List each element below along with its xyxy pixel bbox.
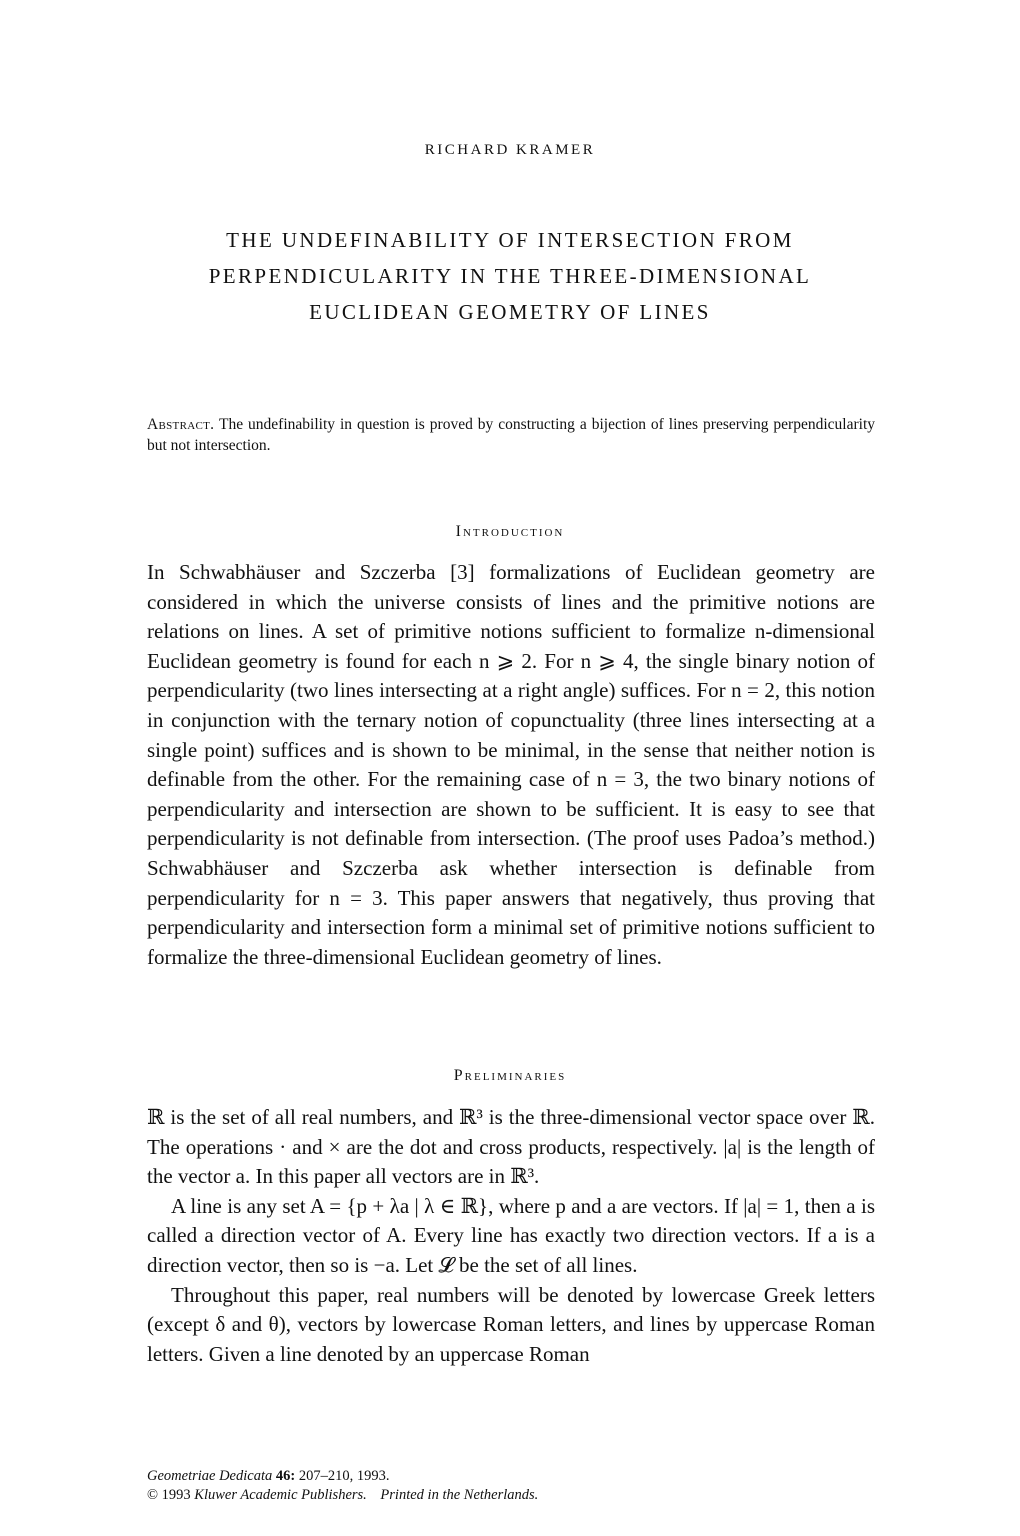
printed-note: Printed in the Netherlands. [380, 1487, 539, 1503]
journal-name: Geometriae Dedicata [147, 1468, 273, 1484]
title-line: PERPENDICULARITY IN THE THREE-DIMENSIONAL [208, 264, 812, 288]
copyright-line [147, 1486, 875, 1505]
abstract-text: The undefinability in question is proved by constructing a bijection of lines preserving perpendicularity but not intersection. [147, 416, 875, 454]
preliminaries-paragraph: A line is any set A = {p + λa | λ ∈ ℝ}, where p and a are vectors. If |a| = 1, then a is called a direction vector of A. Every line has exactly two direction vectors. If a is a direction vector, then so is −a. Let 𝓛 be the set of all lines. [147, 1193, 875, 1277]
title-line: THE UNDEFINABILITY OF INTERSECTION FROM [226, 228, 794, 252]
preliminaries-paragraph: ℝ is the set of all real numbers, and ℝ³ is the three-dimensional vector space over ℝ. The operations · and × are the dot and cross products, respectively. |a| is the length of the vector a. In this paper all vectors are in ℝ³. [147, 1105, 875, 1189]
preliminaries-paragraph: Throughout this paper, real numbers will be denoted by lowercase Greek letters (except δ and θ), vectors by lowercase Roman letters, and lines by uppercase Roman letters. Given a line denoted by an uppercase Roman [147, 1282, 875, 1366]
introduction-heading: Introduction [455, 523, 565, 540]
journal-volume: 46: [275, 1468, 296, 1484]
preliminaries-body [147, 1103, 875, 1369]
author-name: RICHARD KRAMER [424, 142, 596, 158]
introduction-body [147, 558, 875, 972]
journal-pages: 207–210, 1993. [298, 1468, 390, 1484]
title-line: EUCLIDEAN GEOMETRY OF LINES [309, 300, 711, 324]
abstract [147, 414, 875, 456]
introduction-paragraph: In Schwabhäuser and Szczerba [3] formalizations of Euclidean geometry are considered in which the universe consists of lines and the primitive notions are relations on lines. A set of primitive notions sufficient to formalize n-dimensional Euclidean geometry is found for each n ⩾ 2. For n ⩾ 4, the single binary notion of perpendicularity (two lines intersecting at a right angle) suffices. For n = 2, this notion in conjunction with the ternary notion of copunctuality (three lines intersecting at a single point) suffices and is shown to be minimal, in the sense that neither notion is definable from the other. For the remaining case of n = 3, the two binary notions of perpendicularity and intersection are shown to be sufficient. It is easy to see that perpendicularity is not definable from intersection. (The proof uses Padoa’s method.) Schwabhäuser and Szczerba ask whether intersection is definable from perpendicularity for n = 3. This paper answers that negatively, thus proving that perpendicularity and intersection form a minimal set of primitive notions sufficient to formalize the three-dimensional Euclidean geometry of lines. [147, 560, 875, 969]
citation-line [147, 1467, 875, 1486]
page-footer [147, 1467, 875, 1505]
abstract-label: Abstract. [147, 416, 215, 433]
preliminaries-heading: Preliminaries [453, 1067, 567, 1084]
copyright-year: © 1993 [147, 1487, 191, 1503]
publisher-name: Kluwer Academic Publishers. [194, 1487, 367, 1503]
paper-title [130, 222, 890, 330]
